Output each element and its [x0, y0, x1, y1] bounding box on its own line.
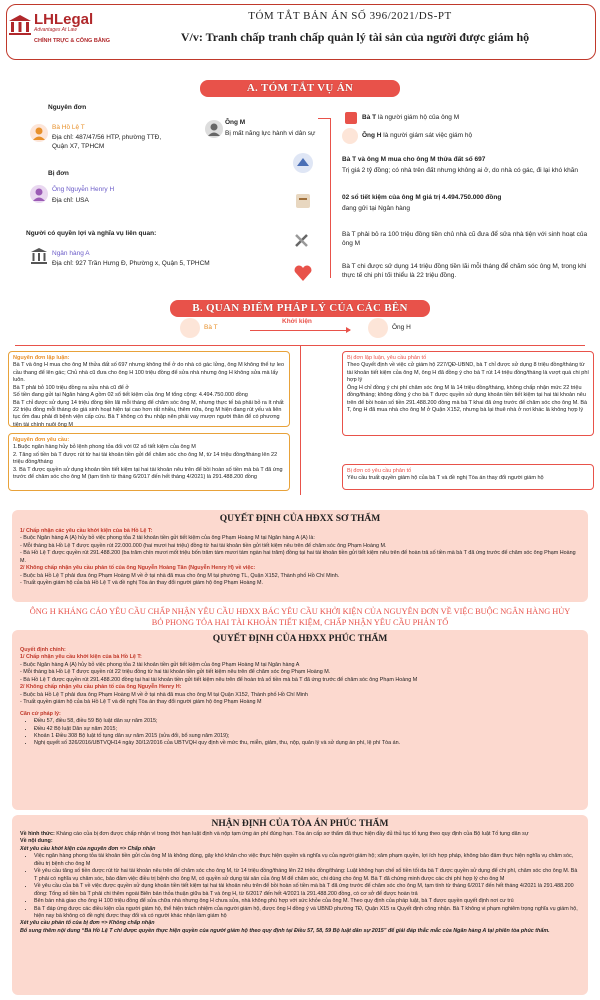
supervisor-avatar-icon [342, 128, 358, 144]
defendant-argument-line: Ông H chỉ đồng ý chi phí chăm sóc ông M là 14 triệu đồng/tháng, không chấp nhận mức 22 triệu đồng/tháng; không đồng ý cho bà T được quyền sử dụng khoản tiền tiết kiệm tại hai tài khoản nêu trên để bồi hoàn số tiền 291.488.200 đồng mà bà T khai đã ứng trước để chăm sóc cho ông M. Bà T, ông H đã mua nhà cho ông M ở Quận X152, nhưng bà lại thuê nhà ở nơi khác là không hợp lý [347, 384, 588, 413]
plaintiff-argument-title: Nguyên đơn lập luận: [13, 355, 70, 361]
arrow-head-icon [346, 327, 351, 333]
party-left: Bà T [204, 324, 218, 331]
ong-m-desc: Bị mất năng lực hành vi dân sự [225, 130, 316, 137]
section-a-banner: A. TÓM TẮT VỤ ÁN [200, 80, 400, 97]
form-opinion: Về hình thức: Kháng cáo của bị đơn được chấp nhận vì trong thời hạn luật định và nộp tạm ứng án phí đúng hạn. Tòa án cấp sơ thẩm đã thực hiện đầy đủ thủ tục tố tụng theo quy định của Bộ luật Tố tụng dân sự [20, 831, 529, 837]
land-plot-icon [292, 152, 314, 174]
appeal-decision-lines [20, 654, 580, 706]
plaintiff-request-line: 2. Tăng số tiền bà T được rút từ hai tài khoản tiền gửi để chăm sóc cho ông M, từ 14 triệu đồng/tháng lên 22 triệu đồng/tháng [13, 451, 278, 466]
decision-line: 1/ Chấp nhận các yêu cầu khởi kiện của bà Hồ Lệ T: [20, 528, 153, 534]
plaintiff-request-line: 1.Buộc ngân hàng hủy bỏ lệnh phong tỏa đối với 02 sổ tiết kiệm của ông M [13, 444, 196, 451]
legal-basis-item: • Điều 42 Bộ luật Dân sự năm 2015; [34, 726, 580, 733]
opinion-bullet: • Về yêu cầu của bà T về việc được quyền sử dụng khoản tiền tiết kiệm tại hai tài khoản nêu trên để bồi hoàn số tiền mà bà T đã ứng trước để chăm sóc cho ông M, tạm tính từ tháng 6/2017 đến hết tháng 4/2021 là 291.488.200 đồng: Tổng số tiền bà T phải chi thêm ngoài Biên bản thỏa thuận giữa bà T và ông H, từ 6/2017 đến hết 4/2021 là 291.488.200 đồng, có cơ sở để được hoàn trả [34, 883, 580, 898]
legal-basis-item: • Điều 57, điều 58, điều 59 Bộ luật dân sự năm 2015; [34, 718, 580, 725]
fact-2-text: đang gửi tại Ngân hàng [342, 205, 410, 212]
plaintiff-address: Địa chỉ: 487/47/56 HTP, phường TTĐ, Quận X7, TPHCM [52, 134, 162, 151]
ong-m-avatar-icon [205, 120, 223, 138]
legal-basis-item: • Khoản 1 Điều 308 Bộ luật tố tụng dân sự năm 2015 (sửa đổi, bổ sung năm 2019); [34, 733, 580, 740]
fact-2-title: 02 sổ tiết kiệm của ông M giá trị 4.494.750.000 đồng [342, 194, 502, 201]
content-heading: Về nội dung: [20, 838, 53, 845]
plaintiff-argument-line: Bà T phải bỏ 100 triệu đồng ra sửa nhà cũ để ở [13, 384, 129, 391]
defendant-avatar-icon [30, 185, 48, 203]
claim-1: Xét yêu cầu khởi kiện của nguyên đơn => Chấp nhận [20, 845, 156, 852]
final-note: Bổ sung thêm nội dung “Bà Hồ Lệ T chỉ được quyền thực hiện quyền của người giám hộ theo quy định tại Điều 57, 58, 59 Bộ luật dân sự 2015” để giải đáp thắc mắc của Ngân hàng A tại phiên tòa phúc thẩm. [20, 927, 550, 934]
related-party-name: Ngân hàng A [52, 250, 90, 257]
plaintiff-argument-box [8, 351, 290, 427]
section-a-divider-tick [318, 118, 330, 119]
plaintiff-argument-line: Bà T chỉ được sử dụng 14 triệu đồng tiền lãi mỗi tháng để chăm sóc ông M, nhưng thực tế bà phải bỏ ra ít nhất 22 triệu đồng mỗi tháng do giá sinh hoạt hiện tại cao hơn rất nhiều, thêm nữa, ông M hiện đang rút yếu và liên tục ốm đau phải đi bệnh viện cấp cứu. Bà T không có thu nhập nên phải vay mượn người thân để có phương tiện tài chính nuôi ông M [13, 399, 284, 428]
plaintiff-party-icon [180, 318, 200, 338]
fact-4-text: Bà T chi được sử dụng 14 triệu đồng tiền lãi mỗi tháng để chăm sóc ông M, trong khi thực tế chi phí tối thiểu là 22 triệu đồng. [342, 263, 587, 280]
ong-m-name: Ông M [225, 119, 246, 126]
defendant-request-line: Yêu cầu truất quyền giám hộ của bà T và đề nghị Tòa án thay đổi người giám hộ [347, 475, 544, 482]
decision-line: - Buộc bà Hồ Lệ T phải đưa ông Phạm Hoàng M về ở tại nhà đã mua cho ông M tại Quận X152, Thành phố Hồ Chí Minh [20, 691, 308, 698]
document-subject: V/v: Tranh chấp tranh chấp quản lý tài sản của người được giám hộ [180, 30, 530, 44]
plaintiff-request-box [8, 433, 290, 491]
decision-line: - Mỗi tháng bà Hồ Lệ T được quyền rút 22 triệu đồng từ hai tài khoản tiền gửi tiết kiệm nêu trên để chăm sóc ông Phạm Hoàng M. [20, 669, 331, 676]
defendant-address: Địa chỉ: USA [52, 197, 89, 204]
decision-line: - Bà Hồ Lệ T được quyền rút 291.488.200 đồng tại hai tài khoản tiền gửi tiết kiệm nêu trên để hoàn trả số tiền mà bà T đã ứng trước để chăm sóc ông Phạm Hoàng M [20, 676, 418, 683]
first-instance-lines [20, 528, 580, 588]
decision-line: - Truất quyền giám hộ của bà Hồ Lệ T và đề nghị Tòa án thay đổi người giám hộ ông Phạm Hoàng M. [20, 580, 263, 587]
decision-line: - Buộc bà Hồ Lệ T phải đưa ông Phạm Hoàng M về ở tại nhà đã mua cho ông M tại phường TL, Quận X152, Thành phố Hồ Chí Minh. [20, 572, 340, 579]
defendant-heading: Bị đơn [48, 170, 69, 177]
action-label: Khởi kiện [282, 318, 312, 325]
related-party-heading: Người có quyền lợi và nghĩa vụ liên quan: [26, 230, 157, 237]
decision-line: - Bà Hồ Lệ T được quyền rút 291.488.200 (ba trăm chín mươi mốt triệu bốn trăm tám mươi tám ngàn hai trăm) đồng tại hai tài khoản tiền gửi tiết kiệm nêu trên để hoàn trả số tiền mà bà T đã ứng trước để chăm sóc ông Phạm Hoàng M. [20, 550, 576, 564]
defendant-argument-title: Bị đơn lập luận, yêu cầu phản tố [347, 355, 427, 361]
opinion-bullet: • Bên bán nhà giao cho ông H 100 triệu đồng để sửa chữa nhà nhưng ông H chưa sửa, nhà không phù hợp với sức khỏe của ông M. Theo quy định của pháp luật, bà T được quyền quyết định nơi cư trú [34, 898, 580, 905]
defendant-party-icon [368, 318, 388, 338]
supervisor-line: Ông H là người giám sát việc giám hộ [362, 132, 473, 139]
care-heart-icon [292, 262, 314, 284]
plaintiff-argument-line: Bà T và ông H mua cho ông M thửa đất số 697 nhưng không thể ở do nhà có gác lửng, ông M không thể tự leo cầu thang để lên gác; Chủ nhà cũ đưa cho ông H 100 triệu đồng để sửa nhà nhưng ông H không sửa mà lấy luôn. [13, 362, 285, 384]
logo-name: LHLegal [34, 11, 94, 28]
appeal-decision-panel [12, 630, 588, 810]
document-title: TÓM TẮT BẢN ÁN SỐ 396/2021/DS-PT [248, 10, 452, 22]
legal-basis-title: Căn cứ pháp lý: [20, 710, 61, 717]
fact-1-title: Bà T và ông M mua cho ông M thửa đất số 697 [342, 156, 486, 163]
first-instance-title: QUYẾT ĐỊNH CỦA HĐXX SƠ THẨM [219, 514, 381, 524]
decision-line: - Buộc Ngân hàng A (A) hủy bỏ việc phong tỏa 2 tài khoản tiền gửi tiết kiệm của ông Phạm Hoàng M tại Ngân hàng A [20, 661, 300, 668]
court-opinion-title: NHẬN ĐỊNH CỦA TÒA ÁN PHÚC THẨM [211, 819, 389, 829]
appeal-note: ÔNG H KHÁNG CÁO YÊU CẦU CHẤP NHẬN YÊU CẦU HĐXX BÁC YÊU CẦU KHỞI KIỆN CỦA NGUYÊN ĐƠN VỀ VIỆC BUỘC NGÂN HÀNG HỦY BỎ PHONG TỎA HAI TÀI KHOẢN TIẾT KIỆM, CHẤP NHẬN YÊU CẦU PHẢN TỐ [29, 607, 571, 627]
logo-tagline: CHÍNH TRỰC & CÔNG BẰNG [34, 38, 111, 44]
fact-3-text: Bà T phải bỏ ra 100 triệu đồng tiền chủ nhà cũ đưa để sửa nhà tiện với sinh hoạt của ông M [342, 231, 588, 248]
decision-line: - Mỗi tháng bà Hồ Lệ T được quyền rút 22.000.000 (hai mươi hai triệu) đồng từ hai tài khoản tiền gửi tiết kiệm nêu trên để chăm sóc ông Phạm Hoàng M. [20, 542, 387, 549]
decision-line: - Truất quyền giám hộ của bà Hồ Lệ T và đề nghị Tòa án thay đổi người giám hộ ông Phạm Hoàng M [20, 699, 262, 706]
appeal-decision-sub: Quyết định chính: [20, 647, 66, 653]
guardian-line: Bà T là người giám hộ của ông M [362, 114, 460, 121]
defendant-request-title: Bị đơn có yêu cầu phản tố [347, 468, 412, 474]
plaintiff-avatar-icon [30, 124, 48, 142]
logo-subtitle: Advantages At Law [34, 27, 77, 33]
defendant-name: Ông Nguyễn Henry H [52, 186, 115, 193]
legal-basis-item: • Nghị quyết số 326/2016/UBTVQH14 ngày 30/12/2016 của UBTVQH quy định về mức thu, miễn, giảm, thu, nộp, quản lý và sử dụng án phí, lệ phí Tòa án. [34, 740, 580, 747]
defendant-argument-line: Theo Quyết định về việc cử giám hộ 227/QĐ-UBND, bà T chỉ được sử dụng 8 triệu đồng/tháng từ tài khoản tiết kiệm của ông M, ông H đã đồng ý cho bà T rút 14 triệu đồng/tháng là vượt quá chi phí hợp lý [347, 362, 589, 384]
section-b-divider [300, 345, 301, 495]
plaintiff-name: Bà Hồ Lệ T [52, 124, 85, 131]
opinion-bullet: • Bà T đáp ứng được các điều kiện của người giám hộ, thể hiện trách nhiệm của người giám hộ, được ông H đồng ý và UBND phường TĐ, Quận X15 ra Quyết định công nhận. Bà T không vi phạm nghiêm trọng nghĩa vụ giám hộ, hiện nay bà không có đề nghị được thay đổi và có người khác nhận làm giám hộ [34, 906, 580, 921]
related-party-address: Địa chỉ: 927 Trần Hưng Đ, Phường x, Quận 5, TPHCM [52, 260, 210, 267]
opinion-bullet: • Việc ngân hàng phong tỏa tài khoản tiền gửi của ông M là không đúng, gây khó khăn cho việc thực hiện quyền và nghĩa vụ của người giám hộ; xâm phạm quyền, lợi ích hợp pháp, không bảo đảm thực hiện nghĩa vụ chăm sóc, điều trị bệnh cho ông M [34, 853, 580, 868]
decision-line: 1/ Chấp nhận yêu cầu khởi kiện của bà Hồ Lệ T: [20, 654, 142, 661]
repair-tools-icon [292, 228, 314, 250]
guardian-icon [345, 112, 357, 124]
legal-basis-list [20, 718, 580, 748]
claim-2: Xét yêu cầu phản tố của bị đơn => Không chấp nhận [20, 920, 155, 927]
decision-line: - Buộc Ngân hàng A (A) hủy bỏ việc phong tỏa 2 tài khoản tiền gửi tiết kiệm của ông Phạm Hoàng M tại Ngân hàng A (A) là: [20, 535, 315, 542]
decision-line: 2/ Không chấp nhận yêu cầu phản tố của ông Nguyễn Hoàng Tân (Nguyễn Henry H) về việc: [20, 565, 256, 572]
party-right: Ông H [392, 324, 411, 331]
plaintiff-heading: Nguyên đơn [48, 104, 87, 111]
opinion-bullets [20, 853, 580, 920]
opinion-bullet: • Về yêu cầu tăng số tiền được rút từ hai tài khoản nêu trên để chăm sóc cho ông M, từ 14 triệu đồng/tháng lên 22 triệu đồng/tháng: Luật không hạn chế số tiền tối đa bà T được quyền sử dụng để chi phí, chăm sóc cho ông M. Bà T phải có nghĩa vụ chăm sóc, bảo đảm việc điều trị bệnh cho ông M, có quyền sử dụng tài sản của ông M để chăm sóc, chi dùng cho ông M. Bà T đã chứng minh được các chi phí hợp lý cho ông M [34, 868, 580, 883]
decision-line: 2/ Không chấp nhận yêu cầu phản tố của ông Nguyễn Henry H: [20, 684, 182, 691]
plaintiff-argument-line: Số tiền đang gửi tại Ngân hàng A gồm 02 sổ tiết kiệm của ông M tổng cộng: 4.494.750.000 đồng [13, 392, 248, 399]
court-opinion-panel [12, 815, 588, 995]
first-instance-panel [12, 510, 588, 602]
action-arrow [250, 330, 350, 331]
section-b-banner: B. QUAN ĐIỂM PHÁP LÝ CỦA CÁC BÊN [170, 300, 430, 317]
fact-1-text: Trị giá 2 tỷ đồng; có nhà trên đất nhưng không ai ở, do nhà có gác, đi lại khó khăn [342, 167, 579, 174]
savings-book-icon [292, 190, 314, 212]
plaintiff-request-line: 3. Bà T được quyền sử dụng khoản tiền tiết kiệm tại hai tài khoản nêu trên để bồi hoàn số tiền mà bà T đã ứng trước để chăm sóc cho ông M (tạm tính từ tháng 6/2017 đến hết tháng 4/2021) là 291.488.200 đồng [13, 466, 283, 481]
plaintiff-request-title: Nguyên đơn yêu cầu: [13, 437, 70, 443]
defendant-argument-box [342, 351, 594, 436]
defendant-request-box [342, 464, 594, 490]
bank-icon [30, 247, 48, 265]
appeal-decision-title: QUYẾT ĐỊNH CỦA HĐXX PHÚC THẨM [212, 634, 388, 644]
law-building-icon [8, 14, 32, 36]
section-a-divider [330, 118, 331, 278]
